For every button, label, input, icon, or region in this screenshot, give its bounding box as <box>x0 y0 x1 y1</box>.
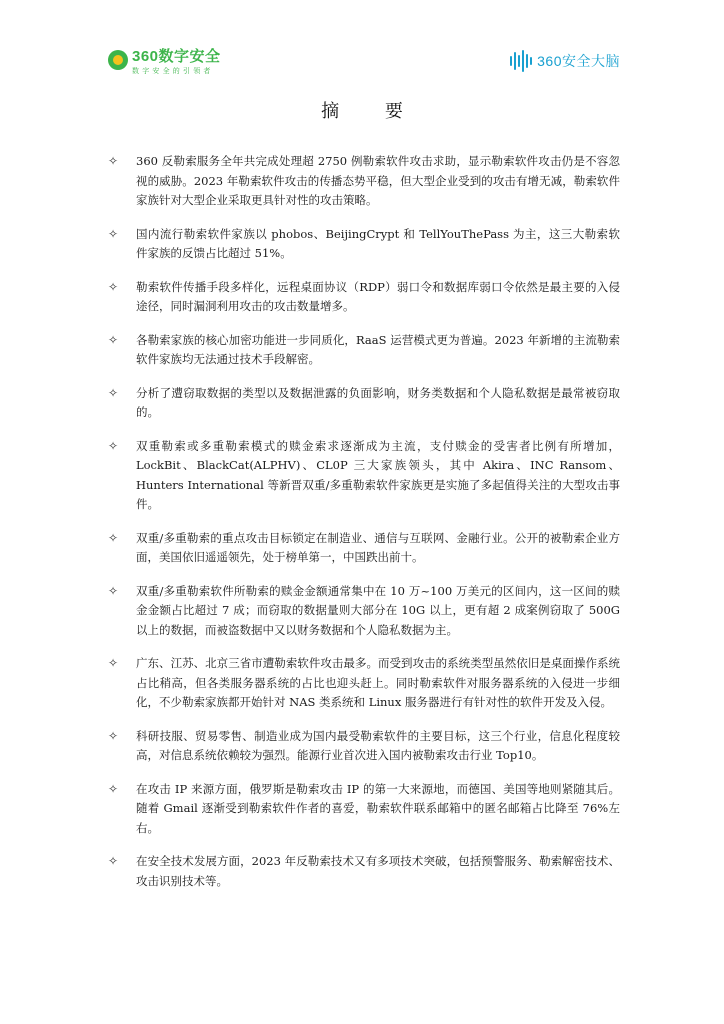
list-item-text: 双重/多重勒索的重点攻击目标锁定在制造业、通信与互联网、金融行业。公开的被勒索企业方面，美国依旧遥遥领先，处于榜单第一，中国跌出前十。 <box>136 530 620 564</box>
diamond-bullet-icon: ✧ <box>108 854 119 868</box>
diamond-bullet-icon: ✧ <box>108 385 119 400</box>
diamond-bullet-icon: ✧ <box>108 154 119 168</box>
diamond-bullet-icon: ✧ <box>108 332 119 347</box>
diamond-bullet-icon: ✧ <box>108 438 119 453</box>
brain-bars-logo-icon <box>510 50 532 72</box>
list-item-text: 分析了遭窃取数据的类型以及数据泄露的负面影响，财务类数据和个人隐私数据是最常被窃取的。 <box>136 385 620 419</box>
360-circle-logo-icon <box>108 50 128 70</box>
list-item-text: 双重/多重勒索软件所勒索的赎金金额通常集中在 10 万~100 万美元的区间内，这一区间的赎金金额占比超过 7 成；而窃取的数据量则大部分在 10G 以上，更有超 2 成案例窃取了 500G 以上的数据，而被盗数据中又以财务数据和个人隐私数据为主。 <box>136 583 620 637</box>
list-item <box>108 331 620 370</box>
diamond-bullet-icon: ✧ <box>108 781 119 796</box>
list-item-text: 360 反勒索服务全年共完成处理超 2750 例勒索软件攻击求助，显示勒索软件攻击仍是不容忽视的威胁。2023 年勒索软件攻击的传播态势平稳，但大型企业受到的攻击有增无减，勒索软件家族针对大型企业采取更具针对性的攻击策略。 <box>136 154 620 207</box>
list-item <box>108 437 620 515</box>
diamond-bullet-icon: ✧ <box>108 279 119 294</box>
list-item <box>108 529 620 568</box>
list-item-text: 广东、江苏、北京三省市遭勒索软件攻击最多。而受到攻击的系统类型虽然依旧是桌面操作系统占比稍高，但各类服务器系统的占比也迎头赶上。同时勒索软件对服务器系统的入侵进一步细化，不少勒索家族都开始针对 NAS 类系统和 Linux 服务器进行有针对性的软件开发及入侵。 <box>136 656 620 709</box>
page-header <box>108 48 620 82</box>
360-digital-security-logo <box>108 48 221 77</box>
list-item-text: 各勒索家族的核心加密功能进一步同质化，RaaS 运营模式更为普遍。2023 年新增的主流勒索软件家族均无法通过技术手段解密。 <box>136 332 620 366</box>
diamond-bullet-icon: ✧ <box>108 226 119 241</box>
list-item <box>108 384 620 423</box>
list-item <box>108 780 620 839</box>
brain-brand-text: 360安全大脑 <box>537 53 620 69</box>
list-item <box>108 582 620 641</box>
list-item <box>108 278 620 317</box>
list-item-text: 在安全技术发展方面，2023 年反勒索技术又有多项技术突破，包括预警服务、勒索解密技术、攻击识别技术等。 <box>136 854 620 888</box>
list-item-text: 国内流行勒索软件家族以 phobos、BeijingCrypt 和 TellYouThePass 为主，这三大勒索软件家族的反馈占比超过 51%。 <box>136 226 620 260</box>
diamond-bullet-icon: ✧ <box>108 583 119 598</box>
list-item-text: 双重勒索或多重勒索模式的赎金索求逐渐成为主流，支付赎金的受害者比例有所增加，LockBit、BlackCat(ALPHV)、CL0P 三大家族领头，其中 Akira、INC Ransom、Hunters International 等新晋双重/多重勒索软件家族更是实施了多起值得关注的大型攻击事件。 <box>136 438 620 511</box>
list-item <box>108 152 620 211</box>
list-item-text: 科研技服、贸易零售、制造业成为国内最受勒索软件的主要目标，这三个行业，信息化程度较高，对信息系统依赖较为强烈。能源行业首次进入国内被勒索攻击行业 Top10。 <box>136 728 620 762</box>
diamond-bullet-icon: ✧ <box>108 656 119 670</box>
list-item <box>108 225 620 264</box>
list-item-text: 勒索软件传播手段多样化，远程桌面协议（RDP）弱口令和数据库弱口令依然是最主要的入侵途径，同时漏洞利用攻击的攻击数量增多。 <box>136 279 620 313</box>
page-title: 摘 要 <box>321 101 423 122</box>
diamond-bullet-icon: ✧ <box>108 530 119 545</box>
logo-brand-text: 360数字安全 <box>132 48 221 65</box>
list-item <box>108 654 620 713</box>
list-item <box>108 852 620 891</box>
diamond-bullet-icon: ✧ <box>108 728 119 743</box>
list-item <box>108 727 620 766</box>
list-item-text: 在攻击 IP 来源方面，俄罗斯是勒索攻击 IP 的第一大来源地，而德国、美国等地则紧随其后。随着 Gmail 逐渐受到勒索软件作者的喜爱，勒索软件联系邮箱中的匿名邮箱占比降至 76%左右。 <box>136 781 620 835</box>
360-security-brain-logo <box>510 50 620 72</box>
summary-list <box>108 152 620 905</box>
logo-slogan-text: 数字安全的引领者 <box>132 68 214 75</box>
